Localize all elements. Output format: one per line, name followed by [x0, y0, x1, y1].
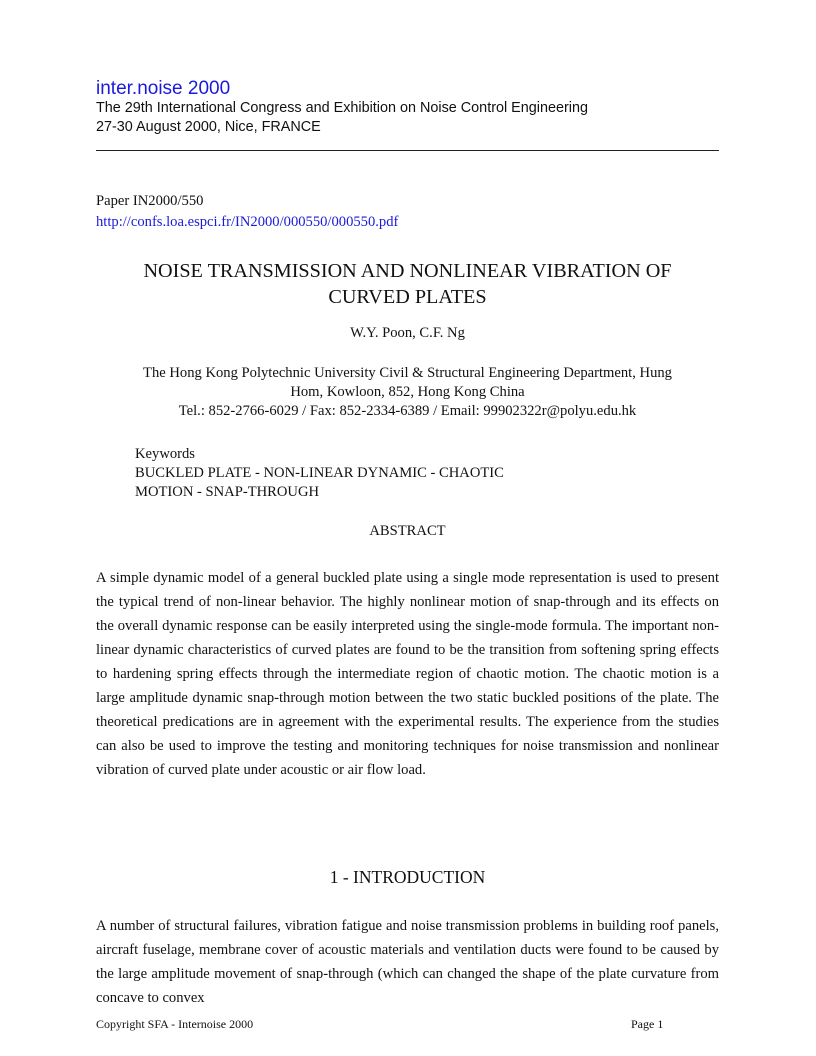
keywords-line-1: BUCKLED PLATE - NON-LINEAR DYNAMIC - CHAOTIC — [135, 465, 504, 481]
affiliation-line-2: Hom, Kowloon, 852, Hong Kong China — [290, 384, 525, 400]
keywords-line-2: MOTION - SNAP-THROUGH — [135, 484, 320, 500]
keywords-label: Keywords — [135, 446, 195, 462]
paper-authors: W.Y. Poon, C.F. Ng — [350, 325, 465, 341]
conference-name: inter.noise 2000 — [96, 78, 231, 99]
footer-page-number: Page 1 — [631, 1017, 664, 1031]
abstract-heading: ABSTRACT — [369, 523, 446, 539]
paper-title-line-2: CURVED PLATES — [328, 286, 487, 308]
contact-line: Tel.: 852-2766-6029 / Fax: 852-2334-6389 / Email: 99902322r@polyu.edu.hk — [178, 403, 637, 419]
introduction-text: A number of structural failures, vibration fatigue and noise transmission problems in building roof panels, aircraft fuselage, membrane cover of acoustic materials and ventilation ducts were found to be caused by the large amplitude movement of snap-through (which can changed the shape of the plate curvature from concave to convex — [96, 918, 719, 1006]
abstract-text: A simple dynamic model of a general buckled plate using a single mode representation is used to present the typical trend of non-linear behavior. The highly nonlinear motion of snap-through and its effects on the overall dynamic response can be easily interpreted using the single-mode formula. The important non-linear dynamic characteristics of curved plates are found to be the transition from softening spring effects to hardening spring effects through the intermediate region of chaotic motion. The chaotic motion is a large amplitude dynamic snap-through motion between the two static buckled positions of the plate. The theoretical predications are in agreement with the experimental results. The experience from the studies can also be used to improve the testing and monitoring techniques for noise transmission and nonlinear vibration of curved plate under acoustic or air flow load. — [96, 570, 719, 778]
footer-copyright: Copyright SFA - Internoise 2000 — [96, 1017, 254, 1031]
conference-dates-location: 27-30 August 2000, Nice, FRANCE — [96, 119, 321, 135]
author-affiliation — [96, 364, 719, 421]
conference-full-name: The 29th International Congress and Exhibition on Noise Control Engineering — [96, 100, 588, 116]
paper-id: Paper IN2000/550 — [96, 193, 204, 209]
paper-title — [96, 258, 719, 310]
introduction-heading: 1 - INTRODUCTION — [329, 867, 486, 887]
header-divider — [96, 150, 719, 151]
keywords-block — [135, 445, 504, 502]
paper-title-line-1: NOISE TRANSMISSION AND NONLINEAR VIBRATION OF — [143, 260, 672, 282]
affiliation-line-1: The Hong Kong Polytechnic University Civil & Structural Engineering Department, Hung — [143, 365, 672, 381]
paper-url-link[interactable]: http://confs.loa.espci.fr/IN2000/000550/000550.pdf — [96, 214, 399, 230]
